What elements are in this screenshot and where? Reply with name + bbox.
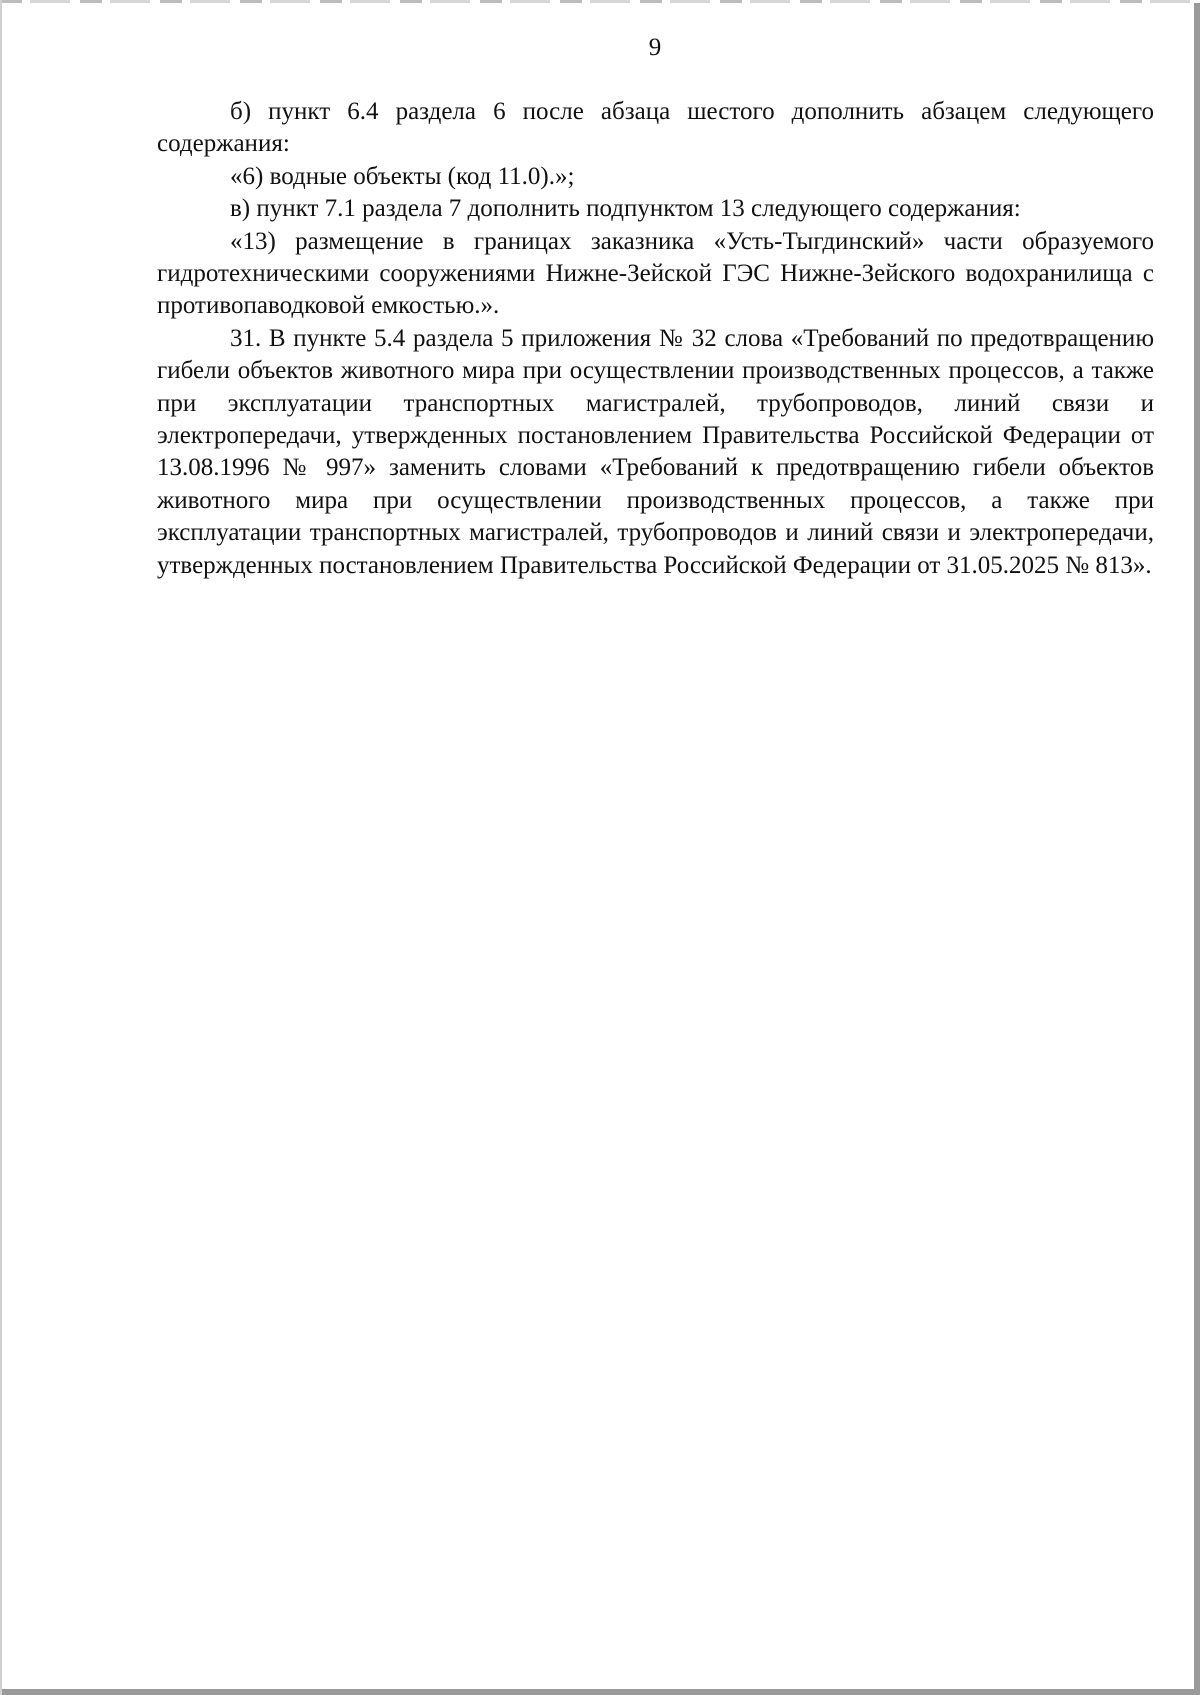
paragraph-amend-6-4: б) пункт 6.4 раздела 6 после абзаца шестого дополнить абзацем следующего содержания: [157,98,1154,158]
paragraph-subitem-13: «13) размещение в границах заказника «Усть-Тыгдинский» части образуемого гидротехническими сооружениями Нижне-Зейской ГЭС Нижне-Зейского водохранилища с противопаводковой емкостью.». [157,227,1154,320]
paragraph-item-31: 31. В пункте 5.4 раздела 5 приложения № 32 слова «Требований по предотвращению гибели объектов животного мира при осуществлении производственных процессов, а также при эксплуатации транспортных магистралей, трубопроводов, линий связи и электропередачи, утвержденных постановлением Правительства Российской Федерации от 13.08.1996 № 997» заменить словами «Требований к предотвращению гибели объектов животного мира при осуществлении производственных процессов, а также при эксплуатации транспортных магистралей, трубопроводов и линий связи и электропередачи, утвержденных постановлением Правительства Российской Федерации от 31.05.2025 № 813». [157,324,1154,579]
page-number: 9 [648,34,662,61]
document-body [157,96,1154,582]
scan-edge-left [0,0,2,1695]
scan-edge-top [0,0,1200,3]
paragraph-water-objects: «6) водные объекты (код 11.0).»; [230,162,575,190]
paragraph-amend-7-1: в) пункт 7.1 раздела 7 дополнить подпунктом 13 следующего содержания: [230,195,1021,223]
